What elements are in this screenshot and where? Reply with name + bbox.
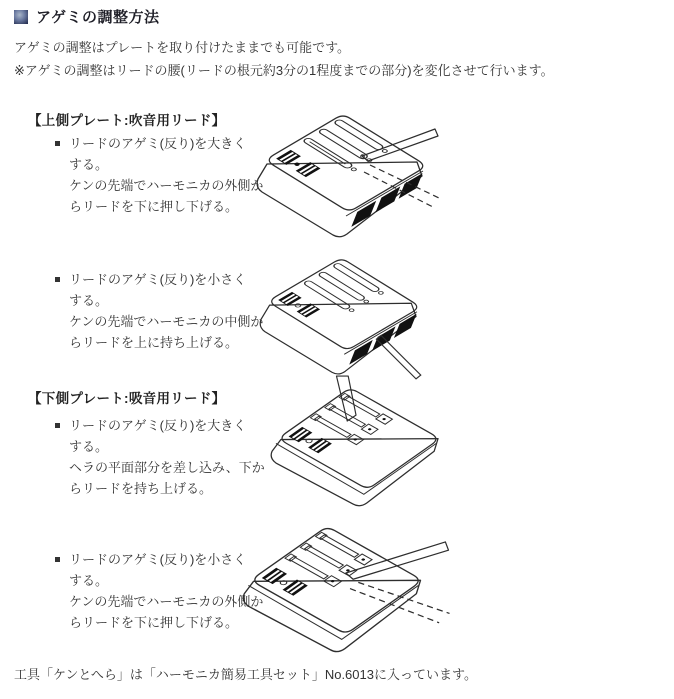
bullet-square-icon [55,423,60,428]
item-text: リードのアゲミ(反り)を大きく する。 ヘラの平面部分を差し込み、下か らリードを持ち上げる。 [69,418,265,496]
intro-line-1: アゲミの調整はプレートを取り付けたままでも可能です。 [14,40,351,55]
illustration-bottom-plate-press-down [246,516,454,657]
page-title: アゲミの調整方法 [36,9,160,26]
bullet-square-icon [55,557,60,562]
footer-note: 工具「ケンとへら」は「ハーモニカ簡易工具セット」No.6013に入っています。 [14,667,477,682]
ken-tool-blade [362,129,438,161]
illustration-bottom-plate-lift-spatula [274,378,440,507]
intro-line-2: ※アゲミの調整はリードの腰(リードの根元約3分の1程度までの部分)を変化させて行います。 [14,63,554,78]
gradient-square-icon [14,10,28,24]
illustration-top-plate-lift-up [262,254,434,379]
item-text: リードのアゲミ(反り)を大きく する。 ケンの先端でハーモニカの外側か らリードを下に押し下げる。 [69,136,264,214]
bullet-square-icon [55,277,60,282]
section-heading-lower-plate: 【下側プレート:吸音用リード】 [28,391,226,406]
ken-tool-blade [346,542,449,579]
bullet-square-icon [55,141,60,146]
item-text: リードのアゲミ(反り)を小さく する。 ケンの先端でハーモニカの外側か らリードを下に押し下げる。 [69,552,264,630]
illustration-top-plate-press-down [258,110,442,242]
item-text: リードのアゲミ(反り)を小さく する。 ケンの先端でハーモニカの中側か らリードを上に持ち上げる。 [69,272,264,350]
section-heading-upper-plate: 【上側プレート:吹音用リード】 [28,113,226,128]
page-title-row [14,6,160,27]
list-item [55,415,301,499]
